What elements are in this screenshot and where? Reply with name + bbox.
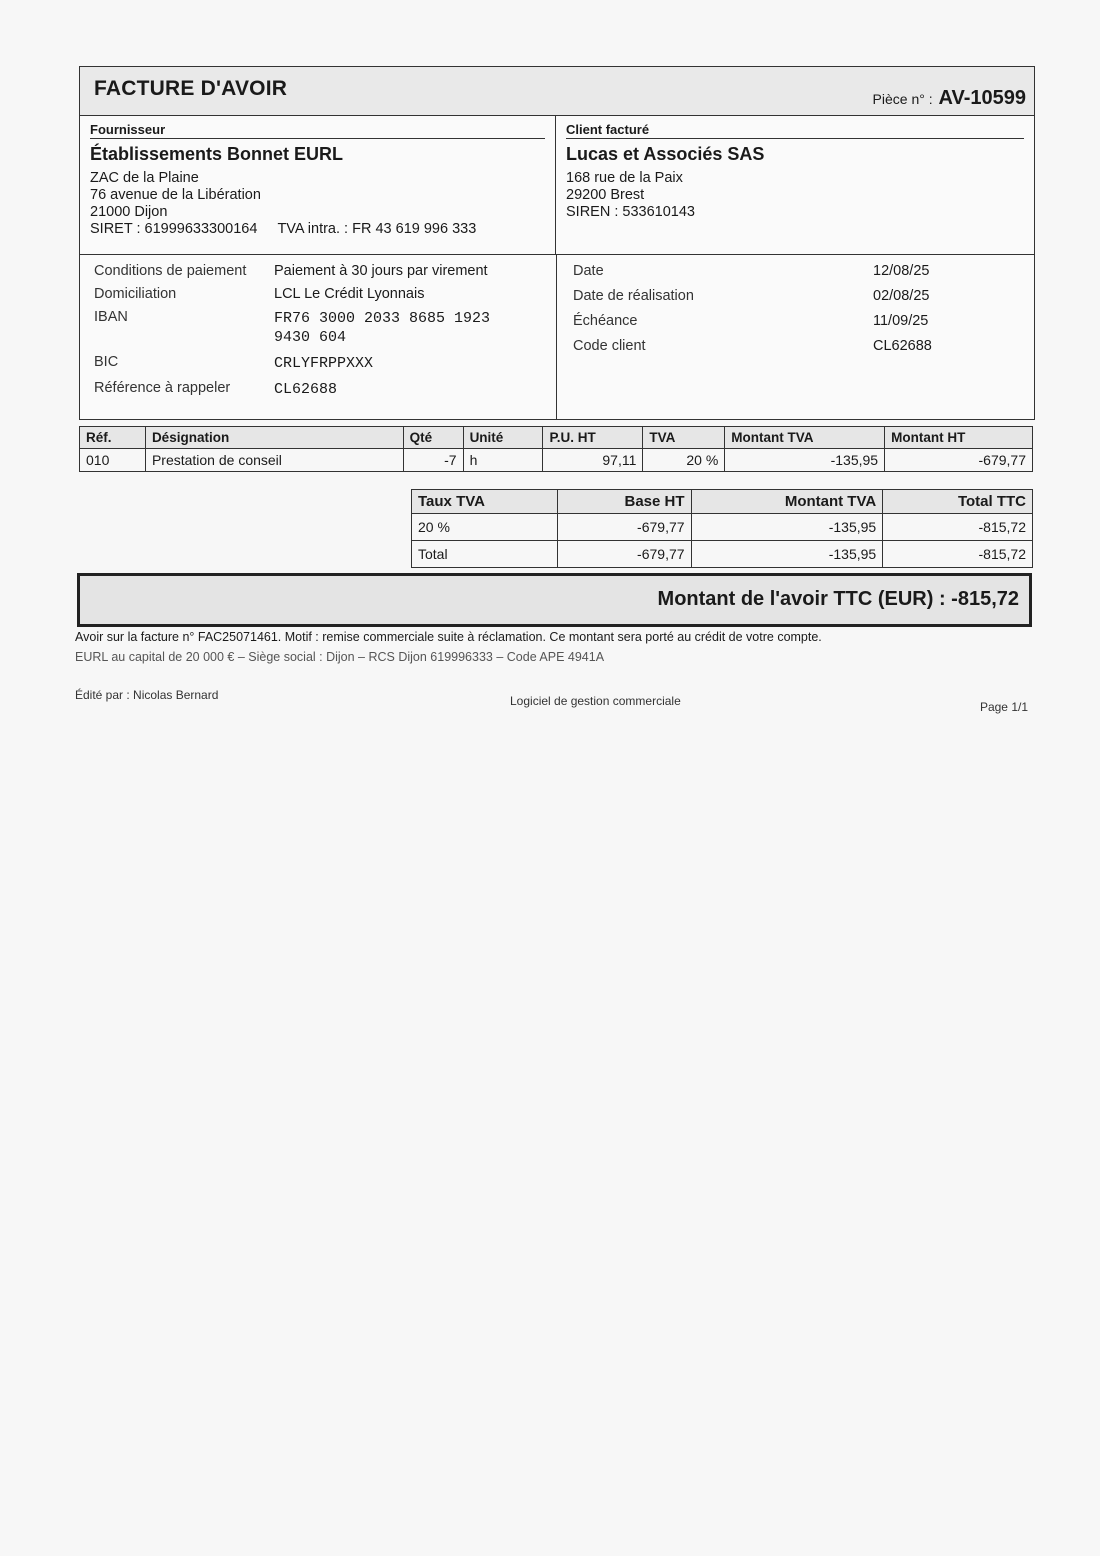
reference-label: Référence à rappeler <box>94 380 231 396</box>
document-title: FACTURE D'AVOIR <box>94 77 288 100</box>
cell-tva-amount: -135,95 <box>691 541 883 568</box>
info-section <box>80 255 1034 419</box>
avoir-note: Avoir sur la facture n° FAC25071461. Motif : remise commerciale suite à réclamation. Ce montant sera porté au crédit de votre compte. <box>75 630 822 644</box>
client-siren: SIREN : 533610143 <box>566 204 695 220</box>
supplier-ids <box>90 221 545 238</box>
iban-value <box>274 309 556 347</box>
column-header: Réf. <box>80 427 146 449</box>
footer-software: Logiciel de gestion commerciale <box>510 694 681 708</box>
realisation-value: 02/08/25 <box>873 288 930 304</box>
column-header: Désignation <box>145 427 403 449</box>
column-header: Base HT <box>557 490 691 514</box>
supplier-name: Établissements Bonnet EURL <box>90 144 344 164</box>
column-header: P.U. HT <box>543 427 643 449</box>
tva-summary-table <box>411 489 1033 568</box>
client-name: Lucas et Associés SAS <box>566 144 765 164</box>
piece-number-block <box>873 87 1026 110</box>
piece-label: Pièce n° : <box>872 91 933 107</box>
date-label: Date <box>573 263 604 279</box>
domiciliation-row <box>94 286 556 302</box>
column-header: Total TTC <box>883 490 1033 514</box>
column-header: Montant HT <box>885 427 1033 449</box>
domiciliation-label: Domiciliation <box>94 286 177 302</box>
column-header: Montant TVA <box>725 427 885 449</box>
domiciliation-value: LCL Le Crédit Lyonnais <box>274 286 425 302</box>
footer-edited-by: Édité par : Nicolas Bernard <box>75 688 219 702</box>
dates-info <box>557 255 1034 419</box>
supplier-block <box>80 116 556 254</box>
supplier-address-line: 76 avenue de la Libération <box>90 187 261 203</box>
iban-value-line-2: 9430 604 <box>274 329 347 346</box>
date-value: 12/08/25 <box>873 263 930 279</box>
bic-row <box>94 354 556 373</box>
cell-ht-amount: -679,77 <box>885 449 1033 472</box>
client-code-row <box>573 338 1034 354</box>
bic-label: BIC <box>94 354 119 370</box>
footer-page-number: Page 1/1 <box>979 700 1028 714</box>
iban-value-line-1: FR76 3000 2033 8685 1923 <box>274 310 491 327</box>
column-header: Qté <box>403 427 463 449</box>
payment-conditions-label: Conditions de paiement <box>94 263 247 279</box>
client-code-value: CL62688 <box>873 338 932 354</box>
column-header: Taux TVA <box>412 490 558 514</box>
cell-quantity: -7 <box>403 449 463 472</box>
cell-tva-amount: -135,95 <box>691 514 883 541</box>
cell-tva-rate: 20 % <box>643 449 725 472</box>
cell-tva-amount: -135,95 <box>725 449 885 472</box>
iban-row <box>94 309 556 347</box>
invoice-header-frame <box>79 66 1035 420</box>
reference-value: CL62688 <box>274 381 338 398</box>
column-header: TVA <box>643 427 725 449</box>
table-row <box>412 541 1033 568</box>
cell-total-label: Total <box>412 541 558 568</box>
column-header: Unité <box>463 427 543 449</box>
reference-row <box>94 380 556 399</box>
client-address-line: 29200 Brest <box>566 187 645 203</box>
payment-conditions-row <box>94 263 556 279</box>
echeance-value: 11/09/25 <box>873 313 929 329</box>
cell-tva-rate: 20 % <box>412 514 558 541</box>
cell-base-ht: -679,77 <box>557 541 691 568</box>
cell-designation: Prestation de conseil <box>145 449 403 472</box>
parties-section <box>80 116 1034 255</box>
date-row <box>573 263 1034 279</box>
lines-header-row <box>80 427 1033 449</box>
legal-mentions: EURL au capital de 20 000 € – Siège social : Dijon – RCS Dijon 619996333 – Code APE 4941A <box>75 650 605 664</box>
table-row <box>412 514 1033 541</box>
total-amount-box <box>77 573 1032 627</box>
client-label: Client facturé <box>566 122 1024 139</box>
supplier-address-line: ZAC de la Plaine <box>90 170 199 186</box>
cell-total-ttc: -815,72 <box>883 541 1033 568</box>
cell-total-ttc: -815,72 <box>883 514 1033 541</box>
supplier-address-line: 21000 Dijon <box>90 204 168 220</box>
iban-label: IBAN <box>94 309 128 325</box>
supplier-label: Fournisseur <box>90 122 545 139</box>
echeance-row <box>573 313 1034 329</box>
tva-header-row <box>412 490 1033 514</box>
title-bar <box>80 67 1034 116</box>
table-row <box>80 449 1033 472</box>
cell-unit-price: 97,11 <box>543 449 643 472</box>
payment-info <box>80 255 557 419</box>
client-address-line: 168 rue de la Paix <box>566 170 683 186</box>
bic-value: CRLYFRPPXXX <box>274 355 374 372</box>
cell-unit: h <box>463 449 543 472</box>
client-code-label: Code client <box>573 338 646 354</box>
realisation-label: Date de réalisation <box>573 288 694 304</box>
payment-conditions-value: Paiement à 30 jours par virement <box>274 263 488 279</box>
supplier-tva-intra: TVA intra. : FR 43 619 996 333 <box>277 221 477 237</box>
total-amount-text: Montant de l'avoir TTC (EUR) : -815,72 <box>657 588 1019 610</box>
supplier-siret: SIRET : 61999633300164 <box>90 221 258 237</box>
piece-number: AV-10599 <box>938 87 1026 109</box>
cell-ref: 010 <box>80 449 146 472</box>
echeance-label: Échéance <box>573 313 638 329</box>
realisation-row <box>573 288 1034 304</box>
client-block <box>556 116 1034 254</box>
invoice-lines-table <box>79 426 1033 472</box>
column-header: Montant TVA <box>691 490 883 514</box>
cell-base-ht: -679,77 <box>557 514 691 541</box>
